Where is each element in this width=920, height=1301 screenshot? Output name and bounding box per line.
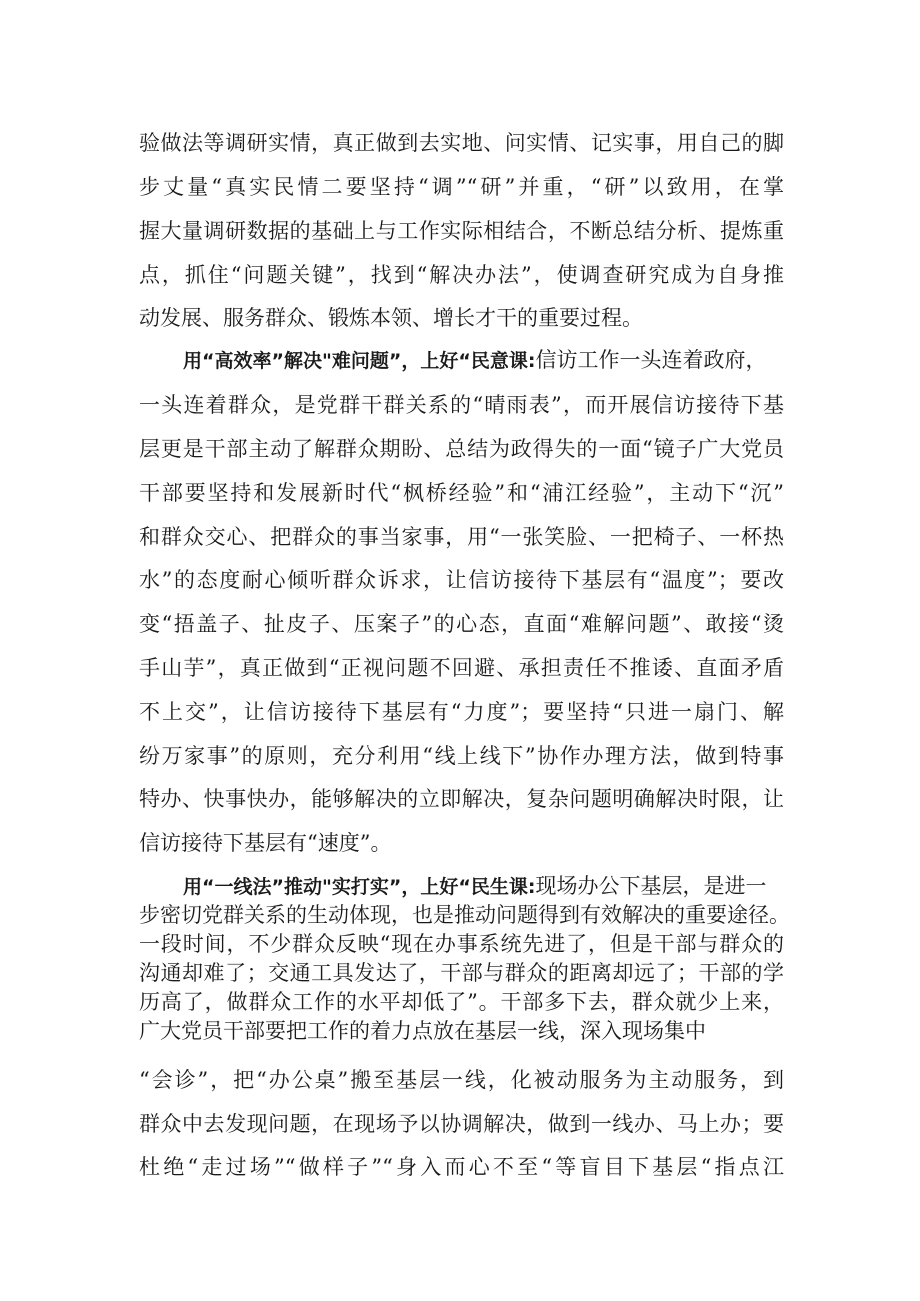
text-line: 一头连着群众，是党群干群关系的“晴雨表”，而开展信访接待下基: [139, 393, 784, 417]
text-line: 和群众交心、把群众的事当家事，用“一张笑脸、一把椅子、一杯热: [139, 525, 784, 549]
text-line: “会诊”，把“办公桌”搬至基层一线，化被动服务为主动服务，到: [139, 1068, 784, 1092]
text-line: 特办、快事快办，能够解决的立即解决，复杂问题明确解决时限，让: [139, 787, 784, 811]
text-line: 一段时间，不少群众反映“现在办事系统先进了，但是干部与群众的: [139, 932, 784, 956]
text-line: 信访接待下基层有“速度”。: [139, 831, 392, 855]
text-line: 层更是干部主动了解群众期盼、总结为政得失的一面“镜子广大党员: [139, 437, 784, 461]
text-line: 手山芋”，真正做到“正视问题不回避、承担责任不推诿、直面矛盾: [139, 656, 784, 680]
paragraph-heading: 用“一线法”推动"实打实”，上好“民生课:: [183, 876, 536, 898]
paragraph-heading: 用“高效率”解决"难问题”，上好“民意课:: [183, 350, 536, 372]
text-line: 验做法等调研实情，真正做到去实地、问实情、记实事，用自己的脚: [139, 131, 784, 155]
text-line: 动发展、服务群众、锻炼本领、增长才干的重要过程。: [139, 306, 643, 330]
text-line: 步密切党群关系的生动体现，也是推动问题得到有效解决的重要途径。: [139, 903, 790, 927]
text-line: 水”的态度耐心倾听群众诉求，让信访接待下基层有“温度”；要改: [139, 568, 784, 592]
text-line: 沟通却难了；交通工具发达了，干部与群众的距离却远了；干部的学: [139, 961, 784, 985]
paragraph-first-line: [183, 348, 784, 373]
text-line: 步丈量“真实民情二要坚持“调”“研”并重，“研”以致用，在掌: [139, 175, 784, 199]
text-line: 杜绝“走过场”“做样子”“身入而心不至“等盲目下基层“指点江: [139, 1155, 784, 1179]
text-line: 变“捂盖子、扯皮子、压案子”的心态，直面“难解问题”、敢接“烫: [139, 612, 784, 636]
paragraph-lead-text: 现场办公下基层，是进一: [535, 874, 767, 898]
text-line: 历高了，做群众工作的水平却低了”。干部多下去，群众就少上来，: [139, 990, 784, 1014]
paragraph-first-line: [183, 874, 784, 899]
text-line: 握大量调研数据的基础上与工作实际相结合，不断总结分析、提炼重: [139, 219, 784, 243]
paragraph-lead-text: 信访工作一头连着政府，: [535, 348, 767, 372]
text-line: 纷万家事”的原则，充分利用“线上线下”协作办理方法，做到特事: [139, 744, 784, 768]
text-line: 广大党员干部要把工作的着力点放在基层一线，深入现场集中: [139, 1019, 706, 1043]
text-line: 点，抓住“问题关键”，找到“解决办法”，使调查研究成为自身推: [139, 263, 784, 287]
text-line: 不上交”，让信访接待下基层有“力度”；要坚持“只进一扇门、解: [139, 700, 784, 724]
text-line: 干部要坚持和发展新时代“枫桥经验”和“浦江经验”，主动下“沉”: [139, 481, 784, 505]
text-line: 群众中去发现问题，在现场予以协调解决，做到一线办、马上办；要: [139, 1112, 784, 1136]
